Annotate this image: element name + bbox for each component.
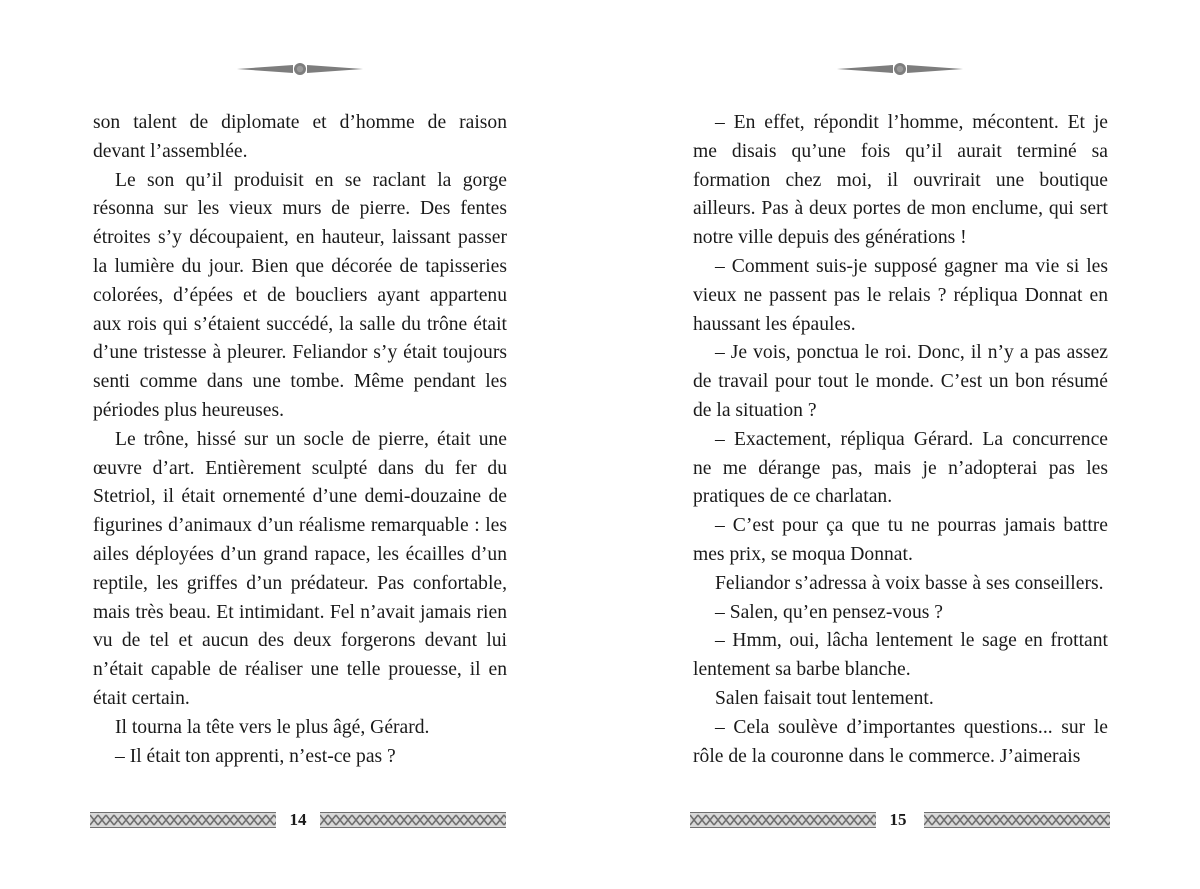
paragraph: – Cela soulève d’importantes questions... sur le rôle de la couronne dans le commerce. J’aimerais xyxy=(693,716,1108,767)
paragraph: – C’est pour ça que tu ne pourras jamais battre mes prix, se moqua Donnat. xyxy=(693,515,1108,565)
paragraph: Salen faisait tout lentement. xyxy=(715,687,934,709)
spindle-ornament-icon xyxy=(835,60,965,78)
braided-rule-icon xyxy=(924,810,1110,830)
right-page xyxy=(600,0,1200,889)
paragraph: – Il était ton apprenti, n’est-ce pas ? xyxy=(115,745,396,767)
page-footer xyxy=(90,808,506,832)
paragraph: Feliandor s’adressa à voix basse à ses conseillers. xyxy=(715,572,1104,594)
paragraph: son talent de diplomate et d’homme de raison devant l’assemblée. xyxy=(93,112,507,162)
page-footer xyxy=(690,808,1110,832)
paragraph: Le trône, hissé sur un socle de pierre, était une œuvre d’art. Entièrement sculpté dans du fer du Stetriol, il était ornementé d’une demi-douzaine de figurines d’animaux d’un réalisme remarquable : les ailes déployées d’un grand rapace, les écailles d’un reptile, les griffes d’un prédateur. Pas confortable, mais très beau. Et intimidant. Fel n’avait jamais rien vu de tel et aucun des deux forgerons devant lui n’était capable de réaliser une telle prouesse, il en était certain. xyxy=(93,428,507,709)
left-page-text xyxy=(93,109,507,771)
paragraph: – Je vois, ponctua le roi. Donc, il n’y a pas assez de travail pour tout le monde. C’est un bon résumé de la situation ? xyxy=(693,342,1108,421)
paragraph: Le son qu’il produisit en se raclant la gorge résonna sur les vieux murs de pierre. Des fentes étroites s’y découpaient, en hauteur, laissant passer la lumière du jour. Bien que décorée de tapisseries colorées, d’épées et de boucliers ayant appartenu aux rois qui s’étaient succédé, la salle du trône était d’une tristesse à pleurer. Feliandor s’y était toujours senti comme dans une tombe. Même pendant les périodes plus heureuses. xyxy=(93,169,507,421)
paragraph: – En effet, répondit l’homme, mécontent. Et je me disais qu’une fois qu’il aurait terminé sa formation chez moi, il ouvrirait une boutique ailleurs. Pas à deux portes de mon enclume, qui sert notre ville depuis des générations ! xyxy=(693,112,1108,249)
paragraph: – Hmm, oui, lâcha lentement le sage en frottant lentement sa barbe blanche. xyxy=(693,630,1108,681)
paragraph: Il tourna la tête vers le plus âgé, Gérard. xyxy=(115,716,430,738)
braided-rule-icon xyxy=(320,810,506,830)
braided-rule-icon xyxy=(690,810,876,830)
page-number: 15 xyxy=(889,810,907,829)
braided-rule-icon xyxy=(90,810,276,830)
page-number: 14 xyxy=(289,810,307,829)
paragraph: – Exactement, répliqua Gérard. La concurrence ne me dérange pas, mais je n’adopterai pas les pratiques de ce charlatan. xyxy=(693,428,1108,508)
spindle-ornament-icon xyxy=(235,60,365,78)
paragraph: – Salen, qu’en pensez-vous ? xyxy=(715,601,943,623)
right-page-text xyxy=(693,109,1108,771)
paragraph: – Comment suis-je supposé gagner ma vie si les vieux ne passent pas le relais ? répliqua Donnat en haussant les épaules. xyxy=(693,255,1108,335)
